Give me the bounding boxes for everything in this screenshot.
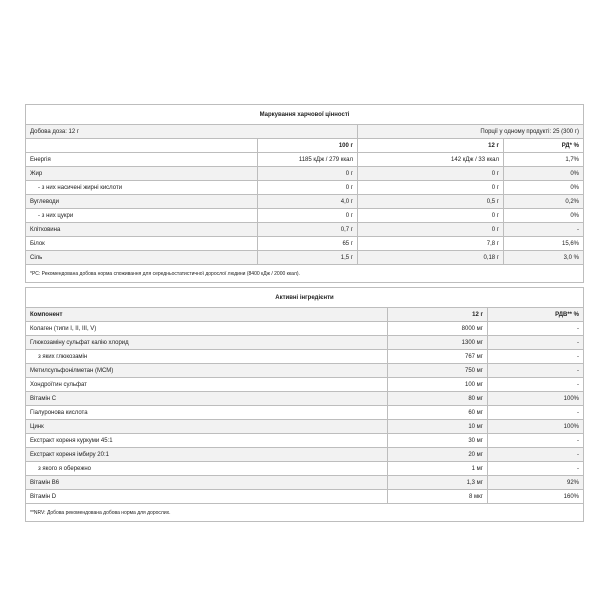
value-per-100g: 1185 кДж / 279 ккал [258,153,358,167]
value-per-100g: 1,5 г [258,251,358,265]
table-row [26,476,584,490]
nutrient-name: Енергія [26,153,258,167]
nrv-percent: - [488,448,584,462]
nrv-percent: 160% [488,490,584,504]
header-cell: 100 г [258,139,358,153]
table-row [26,209,584,223]
nrv-percent: - [488,350,584,364]
ingredient-name: Цинк [26,420,388,434]
ingredient-name: Хондроїтин сульфат [26,378,388,392]
ingredient-name: Вітамін D [26,490,388,504]
table-row [26,322,584,336]
table-row [26,153,584,167]
rd-percent: 1,7% [504,153,584,167]
value-per-12g: 7,8 г [358,237,504,251]
ingredient-amount: 10 мг [388,420,488,434]
value-per-12g: 0,18 г [358,251,504,265]
table-row [26,251,584,265]
nutrition-footnote: *РС: Рекомендована добова норма споживання для середньостатистичної дорослої людини (8400 кДж / 2000 ккал). [26,265,584,283]
value-per-100g: 0 г [258,167,358,181]
serving-row [26,125,584,139]
nrv-percent: - [488,322,584,336]
nrv-percent: 100% [488,420,584,434]
table-row [26,195,584,209]
rd-percent: 0,2% [504,195,584,209]
header-cell: 12 г [358,139,504,153]
ingredients-title: Активні інгредієнти [26,288,584,308]
header-cell: РДВ** % [488,308,584,322]
ingredients-footnote-row [26,504,584,522]
servings-count: Порції у одному продукті: 25 (300 г) [358,125,584,139]
ingredients-header-row [26,308,584,322]
ingredient-amount: 8000 мг [388,322,488,336]
ingredient-amount: 750 мг [388,364,488,378]
rd-percent: 15,6% [504,237,584,251]
ingredient-amount: 8 мкг [388,490,488,504]
ingredient-amount: 1,3 мг [388,476,488,490]
nutrition-table [25,104,584,283]
ingredients-footnote: **NRV: Добова рекомендована добова норма для дорослих. [26,504,584,522]
nutrient-name: - з них цукри [26,209,258,223]
value-per-100g: 4,0 г [258,195,358,209]
rd-percent: 0% [504,209,584,223]
ingredient-name: Колаген (типи I, II, III, V) [26,322,388,336]
ingredient-name: з якого я обережно [26,462,388,476]
table-row [26,167,584,181]
ingredient-name: з яких глюкозамін [26,350,388,364]
table-row [26,350,584,364]
ingredient-amount: 30 мг [388,434,488,448]
nutrient-name: Клітковина [26,223,258,237]
ingredient-name: Гіалуронова кислота [26,406,388,420]
table-row [26,223,584,237]
ingredients-rows [26,322,584,504]
nrv-percent: - [488,406,584,420]
nrv-percent: - [488,364,584,378]
nutrition-title: Маркування харчової цінності [26,105,584,125]
ingredient-amount: 20 мг [388,448,488,462]
ingredient-name: Екстракт кореня куркуми 45:1 [26,434,388,448]
nutrition-header-row [26,139,584,153]
value-per-100g: 65 г [258,237,358,251]
ingredient-name: Метилсульфонілметан (MCM) [26,364,388,378]
table-row [26,420,584,434]
table-row [26,434,584,448]
nutrient-name: Білок [26,237,258,251]
ingredient-amount: 100 мг [388,378,488,392]
nrv-percent: - [488,378,584,392]
table-row [26,336,584,350]
nrv-percent: 92% [488,476,584,490]
header-cell [26,139,258,153]
rd-percent: 0% [504,167,584,181]
value-per-12g: 0 г [358,209,504,223]
table-row [26,462,584,476]
rd-percent: 0% [504,181,584,195]
value-per-100g: 0 г [258,181,358,195]
nutrition-rows [26,153,584,265]
value-per-12g: 0 г [358,223,504,237]
header-cell: Компонент [26,308,388,322]
ingredient-name: Вітамін В6 [26,476,388,490]
nutrient-name: Вуглеводи [26,195,258,209]
table-row [26,181,584,195]
ingredient-amount: 1 мг [388,462,488,476]
nutrient-name: Жир [26,167,258,181]
nrv-percent: 100% [488,392,584,406]
nutrient-name: Сіль [26,251,258,265]
ingredient-amount: 767 мг [388,350,488,364]
value-per-12g: 142 кДж / 33 ккал [358,153,504,167]
ingredient-amount: 1300 мг [388,336,488,350]
nrv-percent: - [488,462,584,476]
value-per-100g: 0 г [258,209,358,223]
nutrition-title-row [26,105,584,125]
value-per-12g: 0 г [358,167,504,181]
nrv-percent: - [488,336,584,350]
table-row [26,490,584,504]
table-row [26,406,584,420]
nrv-percent: - [488,434,584,448]
daily-dose: Добова доза: 12 г [26,125,358,139]
ingredient-name: Глюкозаміну сульфат калію хлорид [26,336,388,350]
header-cell: РД* % [504,139,584,153]
value-per-12g: 0 г [358,181,504,195]
ingredients-table [25,287,584,522]
nutrition-footnote-row [26,265,584,283]
value-per-100g: 0,7 г [258,223,358,237]
rd-percent: - [504,223,584,237]
table-row [26,237,584,251]
rd-percent: 3,0 % [504,251,584,265]
ingredient-amount: 60 мг [388,406,488,420]
nutrient-name: - з них насичені жирні кислоти [26,181,258,195]
table-row [26,448,584,462]
value-per-12g: 0,5 г [358,195,504,209]
header-cell: 12 г [388,308,488,322]
ingredient-name: Екстракт кореня імбиру 20:1 [26,448,388,462]
ingredient-name: Вітамін С [26,392,388,406]
ingredient-amount: 80 мг [388,392,488,406]
table-row [26,364,584,378]
table-row [26,392,584,406]
table-row [26,378,584,392]
ingredients-title-row [26,288,584,308]
